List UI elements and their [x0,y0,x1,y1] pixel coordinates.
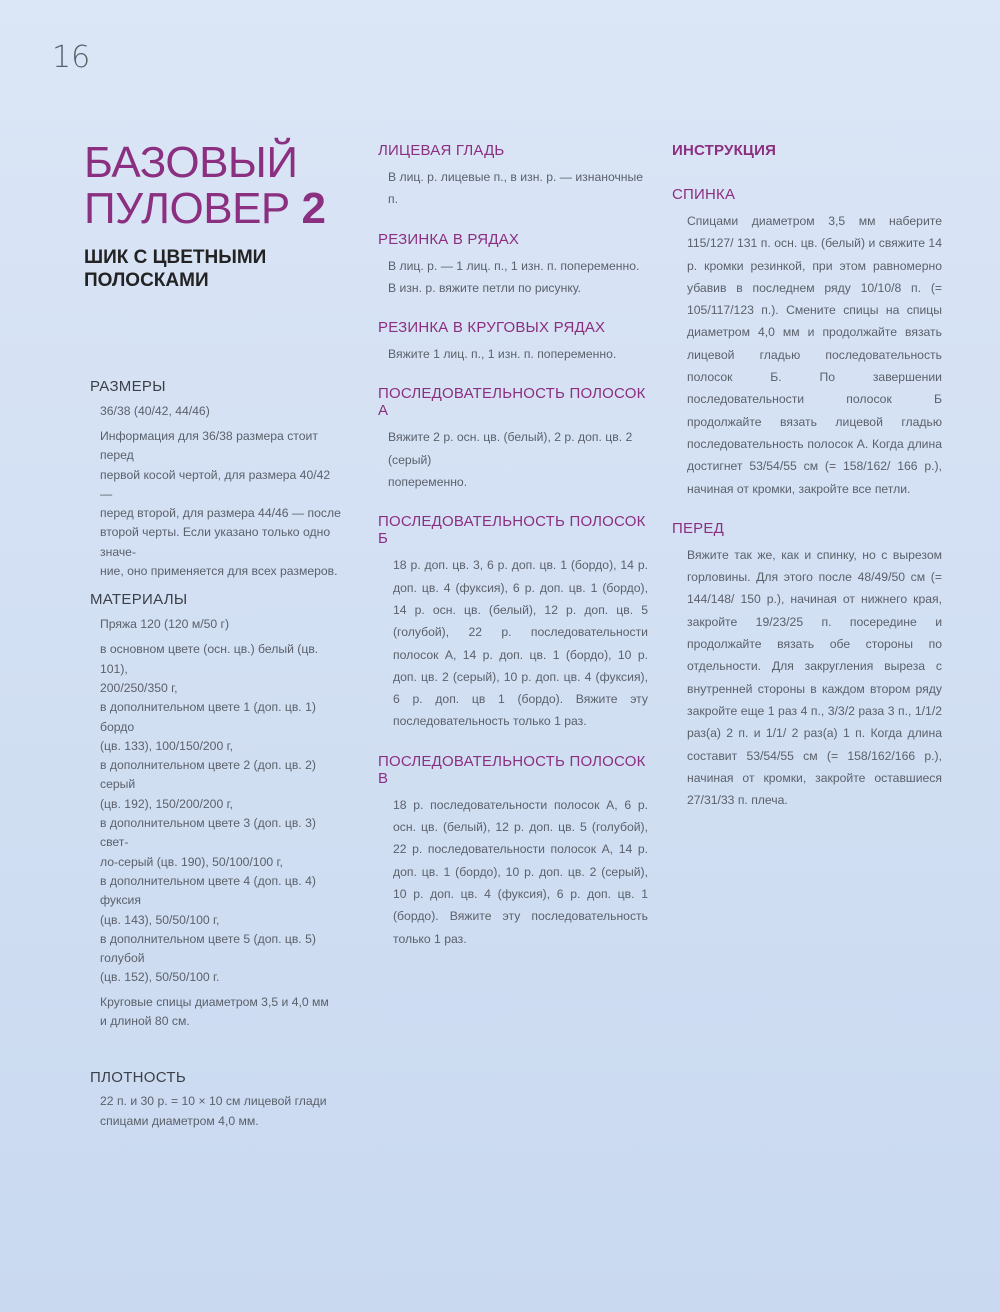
sizes-info-line: перед второй, для размера 44/46 — после [100,506,341,521]
title-line-1: БАЗОВЫЙ [84,138,298,187]
title-word: ПУЛОВЕР [84,184,290,233]
materials-color-line: (цв. 152), 50/50/100 г. [100,970,220,985]
sizes-info-line: второй черты. Если указано только одно значе- [100,525,331,559]
materials-color-line: в дополнительном цвете 3 (доп. цв. 3) свет- [100,816,316,850]
back-text: Спицами диаметром 3,5 мм наберите 115/127/ 131 п. осн. цв. (белый) и свяжите 14 р. кромки резинкой, при этом равномерно убавив в последнем ряду 10/10/8 п. (= 105/117/123 п.). Смените спицы на спицы диаметром 4,0 мм и продолжайте вязать лицевой гладью последовательность полосок Б. По завершении последовательности полосок Б продолжайте вязать лицевой гладью последовательность полосок А. Когда длина достигнет 53/54/55 см (= 158/162/ 166 р.), начиная от кромки, закройте все петли. [687,214,942,496]
rib-round-line: Вяжите 1 лиц. п., 1 изн. п. попеременно. [388,347,617,362]
page-number: 16 [52,40,91,75]
title-line-2 [84,186,364,232]
stripes-b-heading: ПОСЛЕДОВАТЕЛЬНОСТЬ ПОЛОСОК Б [378,513,646,548]
subtitle-line-2: ПОЛОСКАМИ [84,270,209,291]
materials-color-line: в дополнительном цвете 4 (доп. цв. 4) фуксия [100,873,316,908]
materials-heading: МАТЕРИАЛЫ [90,591,188,609]
subtitle-line-1: ШИК С ЦВЕТНЫМИ [84,247,267,268]
materials-color-line: в дополнительном цвете 1 (доп. цв. 1) бордо [100,700,316,734]
sizes-value: 36/38 (40/42, 44/46) [100,404,210,418]
stripes-a-line: Вяжите 2 р. осн. цв. (белый), 2 р. доп. цв. 2 (серый) [388,430,633,467]
rib-rows-line: В изн. р. вяжите петли по рисунку. [388,280,582,295]
sizes-info-line: ние, оно применяется для всех размеров. [100,564,338,579]
materials-color-line: в дополнительном цвете 2 (доп. цв. 2) серый [100,758,316,792]
stripes-c-text: 18 р. последовательности полосок А, 6 р. осн. цв. (белый), 12 р. доп. цв. 5 (голубой), 22 р. последовательности полосок А, 14 р. доп. цв. 1 (бордо), 10 р. доп. цв. 2 (серый), 10 р. доп. цв. 4 (фуксия), 6 р. доп. цв. 1 (бордо). Вяжите эту последовательность только 1 раз. [393,797,648,946]
sizes-heading: РАЗМЕРЫ [90,378,166,395]
middle-column [378,142,648,950]
stripes-a-line: попеременно. [388,475,468,490]
materials-color-line: (цв. 133), 100/150/200 г, [100,738,233,753]
materials-color-line: ло-серый (цв. 190), 50/100/100 г, [100,854,283,869]
front-heading: ПЕРЕД [672,519,724,537]
sizes-info-line: Информация для 36/38 размера стоит перед [100,429,318,463]
title-block [84,140,364,292]
front-text: Вяжите так же, как и спинку, но с вырезом горловины. Для этого после 48/49/50 см (= 144/148/ 150 р.), начиная от нижнего края, закройте 19/23/25 п. посередине и продолжайте вязать обе стороны по отдельности. Для закругления выреза с внутренней стороны в каждом втором ряду закройте еще 1 раз 4 п., 3/3/2 раза 3 п., 1/1/2 раз(а) 2 п. и 1/1/ 2 раз(а) 1 п. Когда длина составит 53/54/55 см (= 158/162/166 р.), начиная от кромки, закройте оставшиеся 27/31/33 п. плеча. [687,547,942,808]
rib-rows-line: В лиц. р. — 1 лиц. п., 1 изн. п. попеременно. [388,258,640,273]
density-line: спицами диаметром 4,0 мм. [100,1113,259,1128]
rib-rows-heading: РЕЗИНКА В РЯДАХ [378,230,520,248]
stockinette-line: В лиц. р. лицевые п., в изн. р. — изнаночные п. [388,170,644,207]
stripes-c-heading: ПОСЛЕДОВАТЕЛЬНОСТЬ ПОЛОСОК В [378,752,646,787]
materials-color-line: (цв. 192), 150/200/200 г, [100,796,233,811]
stockinette-heading: ЛИЦЕВАЯ ГЛАДЬ [378,142,505,159]
density-heading: ПЛОТНОСТЬ [90,1069,186,1087]
materials-color-line: в основном цвете (осн. цв.) белый (цв. 101), [100,642,319,676]
materials-needles-line: и длиной 80 см. [100,1014,190,1029]
materials-needles-line: Круговые спицы диаметром 3,5 и 4,0 мм [100,994,329,1009]
back-heading: СПИНКА [672,186,736,203]
materials-color-line: 200/250/350 г, [100,680,178,695]
title-number: 2 [301,184,326,233]
rib-round-heading: РЕЗИНКА В КРУГОВЫХ РЯДАХ [378,319,606,337]
materials-yarn: Пряжа 120 (120 м/50 г) [100,617,230,632]
stripes-a-heading: ПОСЛЕДОВАТЕЛЬНОСТЬ ПОЛОСОК А [378,385,646,420]
left-column [90,378,345,1131]
right-column [672,142,942,811]
stripes-b-text: 18 р. доп. цв. 3, 6 р. доп. цв. 1 (бордо), 14 р. доп. цв. 4 (фуксия), 6 р. доп. цв. 1 (бордо), 14 р. осн. цв. (белый), 12 р. доп. цв. 5 (голубой), 22 р. последовательности полосок А, 14 р. доп. цв. 1 (бордо), 10 р. доп. цв. 2 (серый), 10 р. доп. цв. 4 (фуксия), 6 р. доп. цв 1 (бордо). Вяжите эту последовательность только 1 раз. [393,558,648,729]
density-line: 22 п. и 30 р. = 10 × 10 см лицевой глади [100,1094,327,1109]
materials-color-line: (цв. 143), 50/50/100 г, [100,912,220,927]
sizes-info-line: первой косой чертой, для размера 40/42 — [100,467,331,501]
instructions-heading: ИНСТРУКЦИЯ [672,142,777,159]
materials-color-line: в дополнительном цвете 5 (доп. цв. 5) голубой [100,931,316,966]
subtitle [84,246,364,292]
